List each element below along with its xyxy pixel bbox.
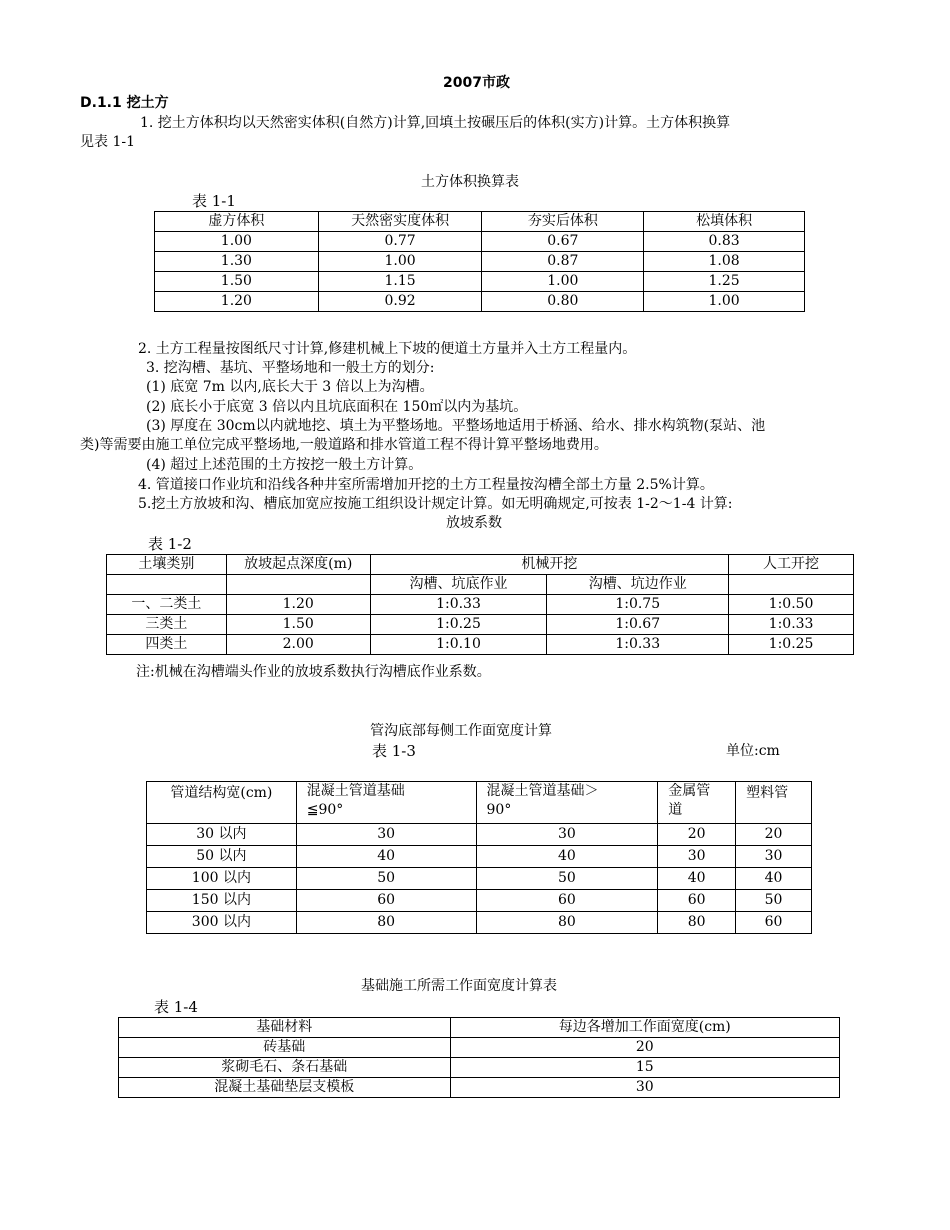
paragraph-1-line-2: 见表 1-1 (80, 134, 135, 150)
table3-caption: 管沟底部每侧工作面宽度计算 (370, 723, 552, 739)
table3-header-line: 道 (668, 802, 683, 818)
table3-label: 表 1-3 (372, 742, 416, 760)
list-item: (3) 厚度在 30cm以内就地挖、填土为平整场地。平整场地适用于桥涵、给水、排水构筑物(泵站、池 (146, 418, 766, 434)
table-cell: 50 (476, 868, 658, 890)
table2-caption: 放坡系数 (446, 515, 502, 531)
table-cell: 1:0.67 (547, 615, 729, 635)
table-row (147, 890, 812, 912)
list-item-continuation: 类)等需要由施工单位完成平整场地,一般道路和排水管道工程不得计算平整场地费用。 (80, 437, 608, 453)
table-cell: 40 (296, 846, 476, 868)
table-row (107, 615, 854, 635)
table-cell: 1.50 (155, 272, 319, 292)
table-cell: 1:0.33 (370, 595, 547, 615)
table-cell: 100 以内 (147, 868, 297, 890)
table3-header-metal (658, 782, 736, 824)
table-cell: 1.25 (644, 272, 805, 292)
table4-header: 每边各增加工作面宽度(cm) (450, 1018, 839, 1038)
table-row (107, 595, 854, 615)
table-cell: 60 (736, 912, 812, 934)
table-cell: 30 (476, 824, 658, 846)
table2-header-row (107, 555, 854, 575)
table1-header: 松填体积 (644, 212, 805, 232)
table4-header-row (119, 1018, 840, 1038)
table-cell: 1:0.50 (729, 595, 854, 615)
table2-header-machine: 机械开挖 (370, 555, 729, 575)
paragraph-1-line-1: 1. 挖土方体积均以天然密实体积(自然方)计算,回填土按碾压后的体积(实方)计算。土方体积换算 (140, 115, 731, 131)
table3-unit: 单位:cm (726, 743, 780, 759)
table-cell: 50 (736, 890, 812, 912)
table-cell: 1.00 (318, 252, 482, 272)
paragraph-2: 2. 土方工程量按图纸尺寸计算,修建机械上下坡的便道土方量并入土方工程量内。 (138, 341, 637, 357)
table-cell: 砖基础 (119, 1038, 451, 1058)
table-cell: 30 以内 (147, 824, 297, 846)
table4-header: 基础材料 (119, 1018, 451, 1038)
table1-label: 表 1-1 (192, 192, 236, 210)
table2-subheader-edge: 沟槽、坑边作业 (547, 575, 729, 595)
table2-header-depth: 放坡起点深度(m) (226, 555, 370, 575)
section-heading: D.1.1 挖土方 (80, 95, 169, 111)
table3-header-concrete-le90 (296, 782, 476, 824)
table1-header: 虚方体积 (155, 212, 319, 232)
table2-subheader-bottom: 沟槽、坑底作业 (370, 575, 547, 595)
table-row (147, 912, 812, 934)
table-cell: 0.87 (482, 252, 644, 272)
table-cell: 0.92 (318, 292, 482, 312)
table-cell: 30 (658, 846, 736, 868)
paragraph-5: 5.挖土方放坡和沟、槽底加宽应按施工组织设计规定计算。如无明确规定,可按表 1-2～1-4 计算: (138, 496, 733, 512)
table-row (155, 272, 805, 292)
table-cell: 0.77 (318, 232, 482, 252)
table-cell: 30 (736, 846, 812, 868)
table-cell: 0.67 (482, 232, 644, 252)
table2-subheader-row (107, 575, 854, 595)
table-row (107, 635, 854, 655)
table3-header-line: 混凝土管道基础 (306, 783, 405, 799)
table-cell: 60 (296, 890, 476, 912)
table-cell: 四类土 (107, 635, 227, 655)
table-cell: 0.80 (482, 292, 644, 312)
table-cell (729, 575, 854, 595)
table-row (155, 252, 805, 272)
table-cell: 1.50 (226, 615, 370, 635)
table-cell: 150 以内 (147, 890, 297, 912)
table-cell: 浆砌毛石、条石基础 (119, 1058, 451, 1078)
table3-header-line: 90° (486, 802, 512, 818)
table4 (118, 1017, 840, 1098)
table4-label: 表 1-4 (154, 998, 198, 1016)
table3-header-row (147, 782, 812, 824)
table-cell (226, 575, 370, 595)
table3-header-concrete-gt90 (476, 782, 658, 824)
table-cell: 1:0.75 (547, 595, 729, 615)
table-row (119, 1038, 840, 1058)
table-cell: 2.00 (226, 635, 370, 655)
table-cell: 1:0.10 (370, 635, 547, 655)
table-cell: 40 (658, 868, 736, 890)
table3-header-line: 混凝土管道基础＞ (486, 783, 599, 799)
table-cell: 1.15 (318, 272, 482, 292)
table-row (155, 292, 805, 312)
table-cell: 三类土 (107, 615, 227, 635)
table-cell: 1.00 (482, 272, 644, 292)
table2-label: 表 1-2 (148, 535, 192, 553)
table-cell: 1.30 (155, 252, 319, 272)
table-cell: 80 (296, 912, 476, 934)
list-item: (2) 底长小于底宽 3 倍以内且坑底面积在 150㎡以内为基坑。 (146, 399, 528, 415)
table-cell: 混凝土基础垫层支模板 (119, 1078, 451, 1098)
table-cell: 0.83 (644, 232, 805, 252)
table-cell: 1.00 (644, 292, 805, 312)
table-cell: 30 (450, 1078, 839, 1098)
table2 (106, 554, 854, 655)
table-row (147, 846, 812, 868)
table1-header: 天然密实度体积 (318, 212, 482, 232)
table4-caption: 基础施工所需工作面宽度计算表 (361, 978, 557, 994)
table-cell: 40 (476, 846, 658, 868)
table2-note: 注:机械在沟槽端头作业的放坡系数执行沟槽底作业系数。 (136, 664, 491, 680)
table-cell: 1:0.33 (729, 615, 854, 635)
table-cell: 1.08 (644, 252, 805, 272)
table3-header-width: 管道结构宽(cm) (147, 782, 297, 824)
table-cell: 50 以内 (147, 846, 297, 868)
table-row (119, 1078, 840, 1098)
table-cell: 一、二类土 (107, 595, 227, 615)
table-cell: 1.00 (155, 232, 319, 252)
table-cell: 1.20 (226, 595, 370, 615)
table-cell: 20 (736, 824, 812, 846)
table2-header-manual: 人工开挖 (729, 555, 854, 575)
table-cell: 40 (736, 868, 812, 890)
table1-header: 夯实后体积 (482, 212, 644, 232)
table-cell: 1.20 (155, 292, 319, 312)
table-cell: 60 (658, 890, 736, 912)
table-cell: 300 以内 (147, 912, 297, 934)
paragraph-4: 4. 管道接口作业坑和沿线各种井室所需增加开挖的土方工程量按沟槽全部土方量 2.5%计算。 (138, 477, 714, 493)
table-cell: 20 (658, 824, 736, 846)
table-cell: 30 (296, 824, 476, 846)
table-cell: 80 (476, 912, 658, 934)
table-cell: 1:0.25 (370, 615, 547, 635)
table-row (147, 824, 812, 846)
table-cell: 1:0.25 (729, 635, 854, 655)
table3 (146, 781, 812, 934)
paragraph-3: 3. 挖沟槽、基坑、平整场地和一般土方的划分: (146, 360, 435, 376)
table1-header-row (155, 212, 805, 232)
table-cell: 20 (450, 1038, 839, 1058)
table1-caption: 土方体积换算表 (421, 174, 519, 190)
table3-header-line: ≦90° (306, 802, 344, 818)
list-item: (4) 超过上述范围的土方按挖一般土方计算。 (146, 457, 423, 473)
table-row (147, 868, 812, 890)
table-cell: 50 (296, 868, 476, 890)
table-cell: 80 (658, 912, 736, 934)
table-cell (107, 575, 227, 595)
table3-header-plastic: 塑料管 (736, 782, 812, 824)
table-cell: 15 (450, 1058, 839, 1078)
table-row (155, 232, 805, 252)
table1 (154, 211, 805, 312)
table-cell: 60 (476, 890, 658, 912)
list-item: (1) 底宽 7m 以内,底长大于 3 倍以上为沟槽。 (146, 379, 434, 395)
page-title: 2007市政 (443, 75, 510, 91)
table-cell: 1:0.33 (547, 635, 729, 655)
table3-header-line: 金属管 (668, 783, 711, 799)
table-row (119, 1058, 840, 1078)
table2-header-soil: 土壤类别 (107, 555, 227, 575)
